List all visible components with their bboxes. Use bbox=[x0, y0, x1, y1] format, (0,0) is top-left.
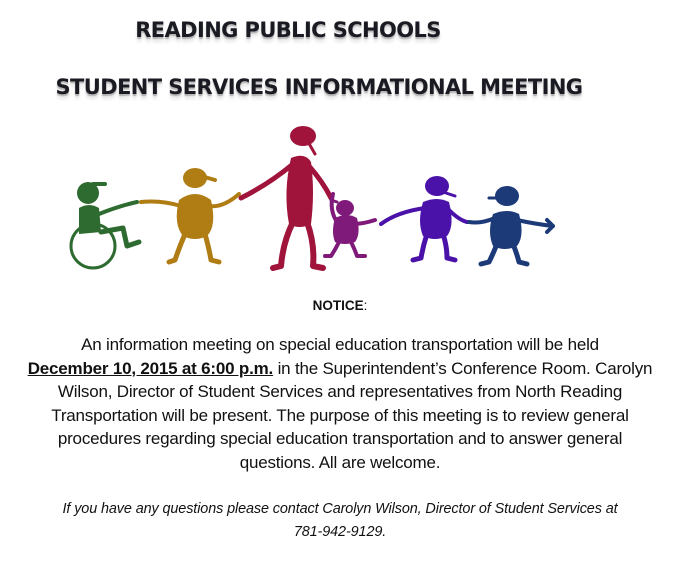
violet-child-icon bbox=[381, 176, 467, 260]
notice-line1: An information meeting on special education transportation will be held bbox=[81, 335, 599, 354]
contact-phone: 781-942-9129. bbox=[293, 524, 387, 540]
gold-child-icon bbox=[141, 168, 239, 262]
notice-colon: : bbox=[363, 298, 368, 313]
contact-text: If you have any questions please contact Carolyn Wilson, Director of Student Services at bbox=[62, 501, 618, 517]
navy-child-icon bbox=[469, 186, 553, 264]
small-child-icon bbox=[325, 194, 375, 256]
tall-adult-icon bbox=[241, 126, 331, 268]
children-holding-hands-clipart bbox=[55, 118, 575, 278]
notice-label bbox=[0, 298, 680, 313]
contact-info bbox=[20, 498, 660, 544]
meeting-date: December 10, 2015 at 6:00 p.m. bbox=[27, 358, 274, 378]
meeting-title: STUDENT SERVICES INFORMATIONAL MEETING bbox=[55, 75, 583, 99]
notice-label-text: NOTICE bbox=[312, 298, 364, 313]
notice-body bbox=[20, 333, 660, 475]
meeting-location: in the Superintendent’s Conference Room. bbox=[273, 358, 591, 378]
wheelchair-child-icon bbox=[71, 182, 139, 268]
district-heading: READING PUBLIC SCHOOLS bbox=[135, 18, 441, 42]
notice-details: Carolyn Wilson, Director of Student Services and representatives from North Reading Transportation will be present. The purpose of this meeting is to review general procedures regarding special education transportation and to answer general questions. All are welcome. bbox=[51, 358, 653, 472]
